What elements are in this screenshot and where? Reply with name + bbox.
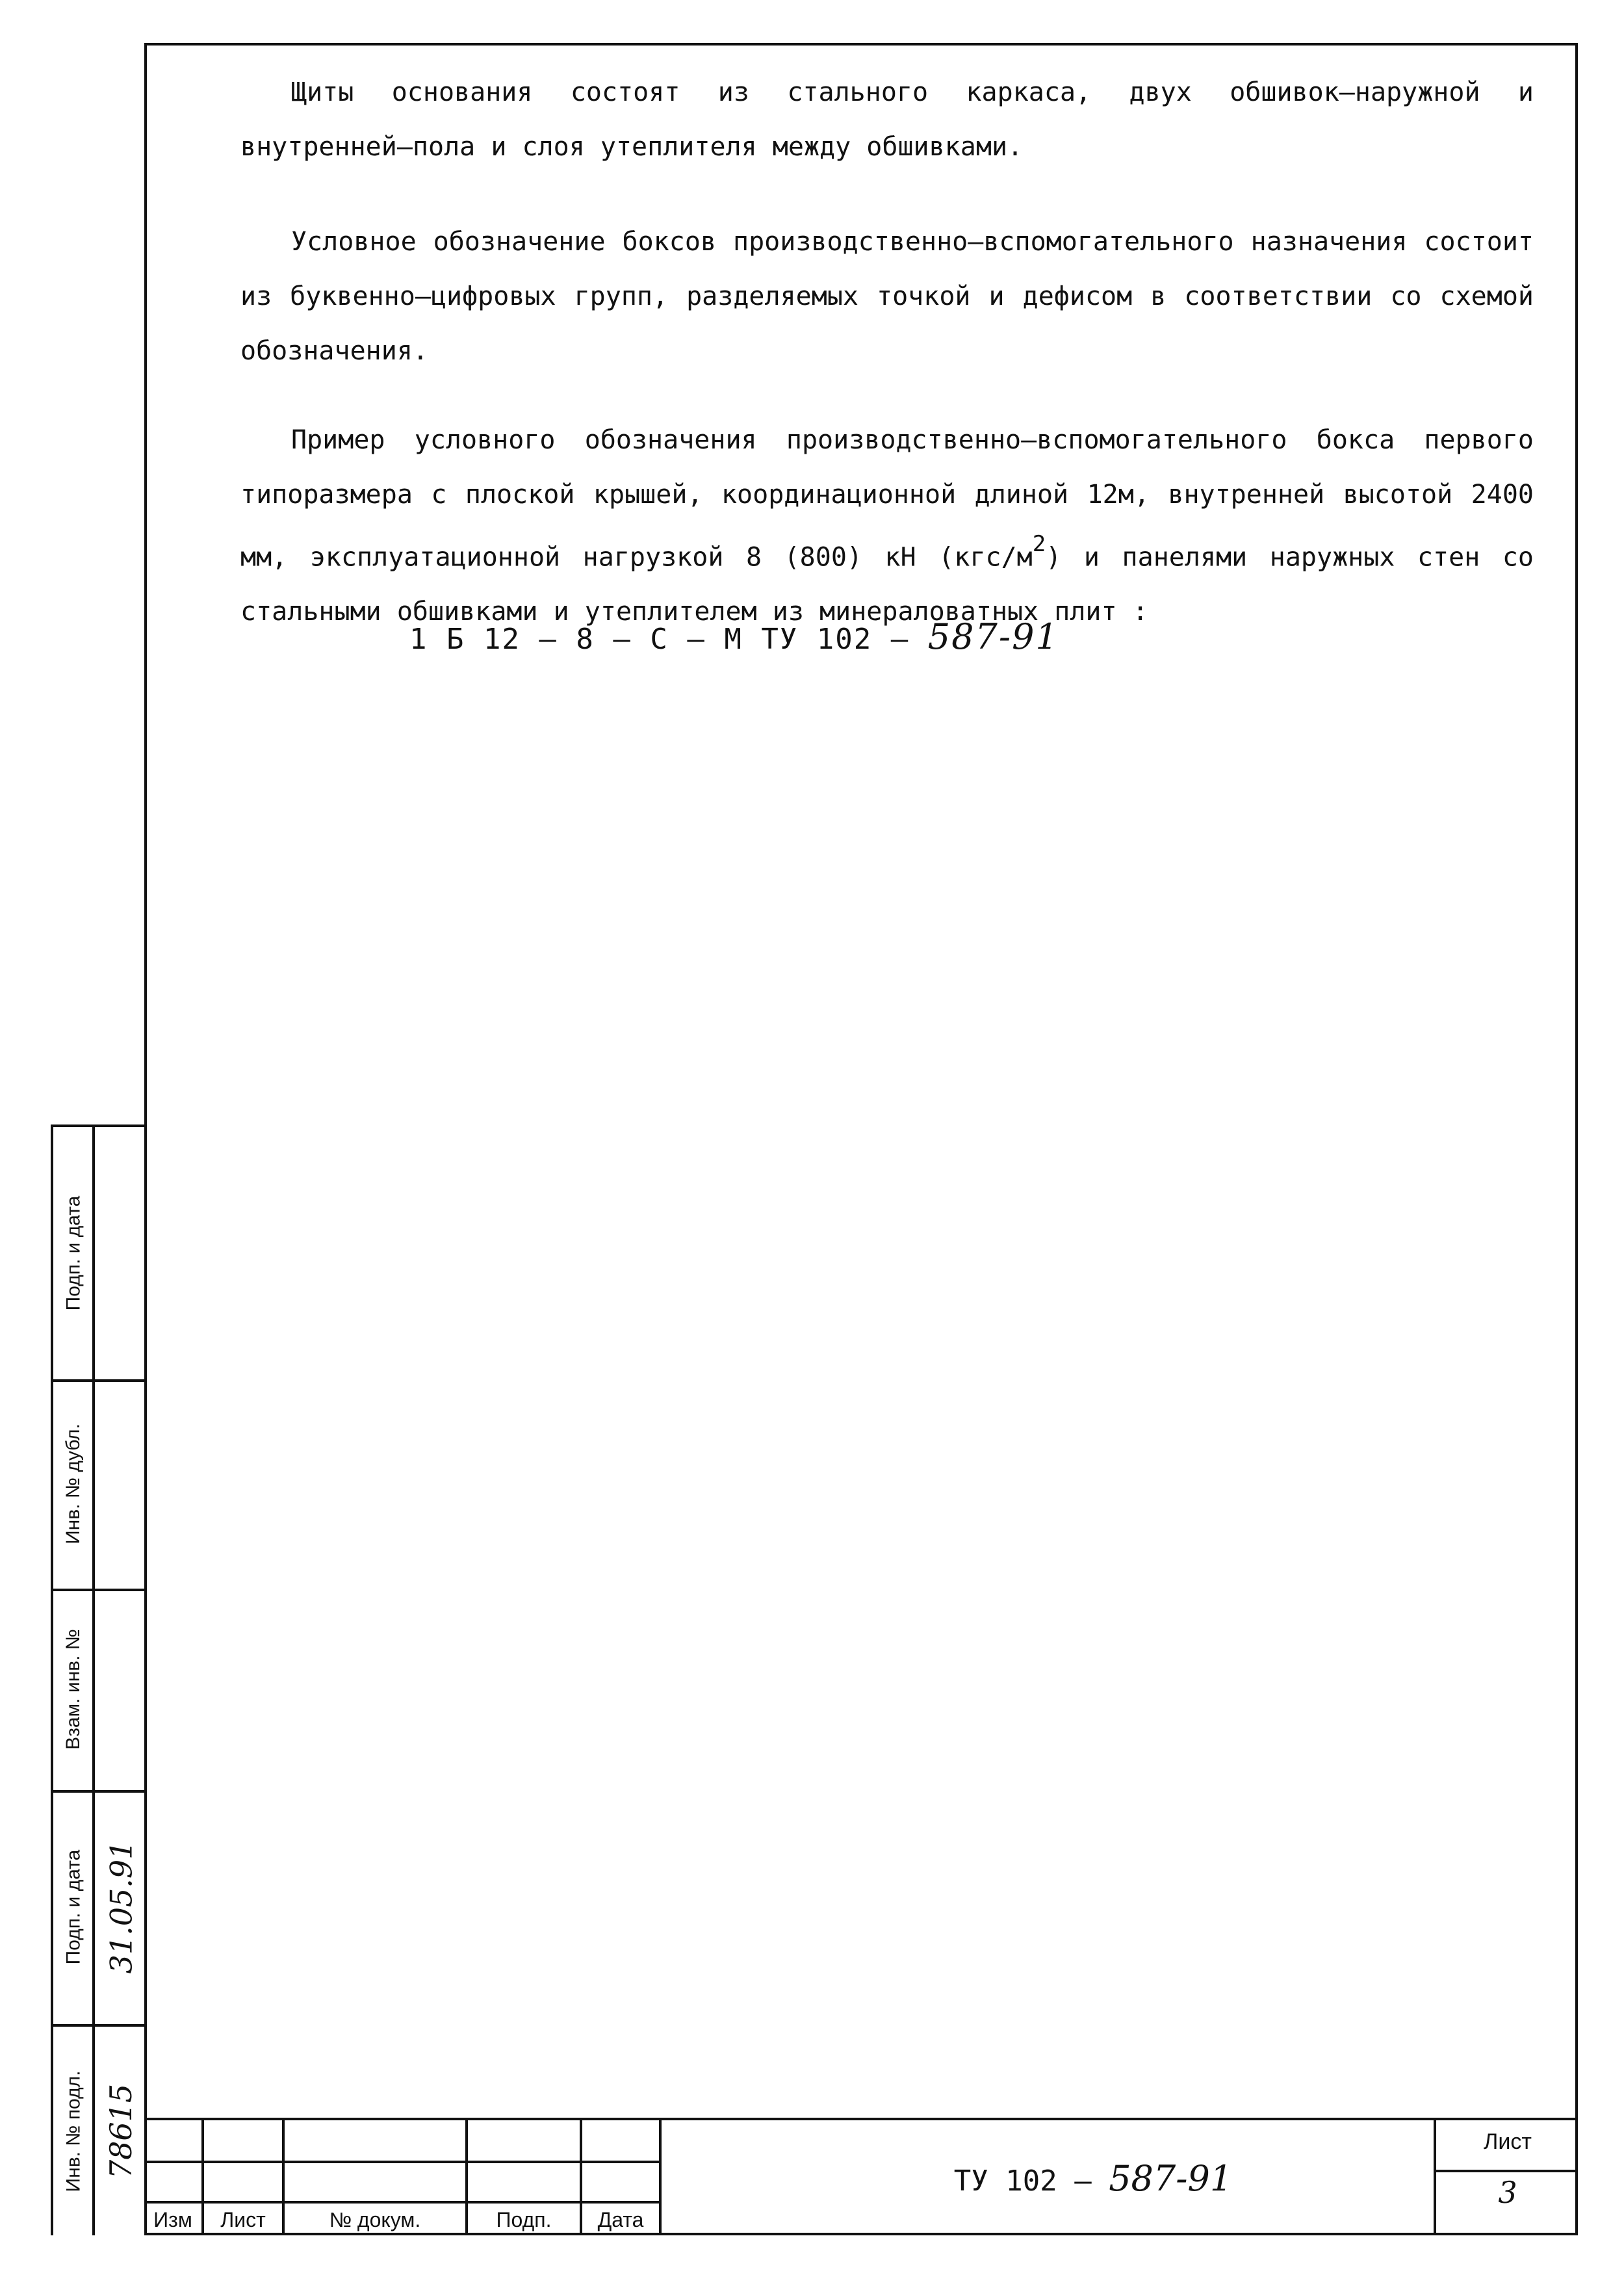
side-stamp <box>51 1124 144 2235</box>
sheet-label: Лист <box>1484 2129 1532 2154</box>
col-label-doc-number: № докум. <box>329 2207 421 2231</box>
example-text-b: ) и панелями наружных стен со стальными обшивками и утеплителем из минераловатных плит : <box>240 542 1534 627</box>
col-label-date: Дата <box>597 2207 644 2231</box>
side-label-dup-inv: Инв. № дубл. <box>62 1424 84 1544</box>
tb-divider <box>1434 2120 1436 2235</box>
title-block <box>144 2118 1578 2235</box>
paragraph-text: Условное обозначение боксов производственно–вспомогательного назначения состоит из буквенно–цифровых групп, разделяемых точкой и дефисом в соответствии со схемой обозначения. <box>240 227 1534 366</box>
document-code <box>794 2153 1392 2205</box>
superscript-2: 2 <box>1032 531 1046 557</box>
side-label-sign-date: Подп. и дата <box>62 1195 84 1311</box>
tb-divider <box>144 2161 660 2163</box>
paragraph-text: Щиты основания состоят из стального каркаса, двух обшивок–наружной и внутренней–пола и слоя утеплителя между обшивками. <box>240 77 1534 162</box>
col-label-signature: Подп. <box>496 2207 552 2231</box>
designation-printed: 1 Б 12 – 8 – С – М ТУ 102 – <box>409 623 910 656</box>
document-code-printed: ТУ 102 – <box>953 2164 1092 2198</box>
handwritten-inv-number: 78615 <box>103 2083 138 2179</box>
paragraph-designation-scheme <box>240 214 1534 378</box>
side-label-repl-inv: Взам. инв. № <box>62 1629 84 1750</box>
tb-divider <box>1434 2170 1578 2172</box>
side-label-orig-inv: Инв. № подл. <box>62 2070 84 2192</box>
paragraph-base-panels <box>240 65 1534 174</box>
side-label-sign-date-2: Подп. и дата <box>62 1849 84 1965</box>
example-text-a: Пример условного обозначения производственно–вспомогательного бокса первого типоразмера с плоской крышей, координационной длиной 12м, внутренней высотой 2400 мм, эксплуатационной нагрузкой 8 (800) кН (кгс/м <box>240 425 1534 573</box>
tb-divider <box>659 2120 662 2235</box>
col-label-izm: Изм <box>153 2207 192 2231</box>
paragraph-text <box>240 413 1534 639</box>
designation-handwritten: 587-91 <box>927 616 1059 657</box>
col-label-list: Лист <box>220 2207 266 2231</box>
designation-example <box>409 616 1059 657</box>
handwritten-date: 31.05.91 <box>103 1840 138 1974</box>
document-code-handwritten: 587-91 <box>1109 2158 1233 2199</box>
sheet-number: 3 <box>1498 2175 1517 2210</box>
paragraph-example <box>240 413 1534 639</box>
